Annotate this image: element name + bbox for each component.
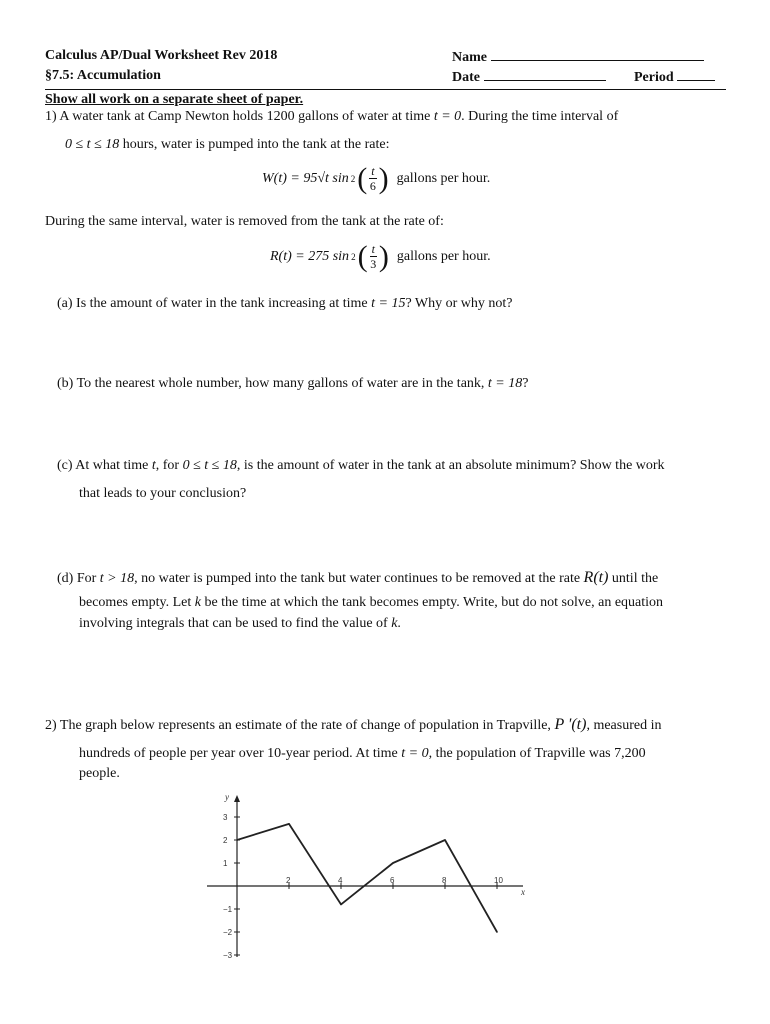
name-field[interactable] bbox=[452, 48, 704, 66]
date-blank[interactable] bbox=[484, 68, 606, 81]
y-axis-arrow bbox=[234, 795, 240, 802]
rate-of-change-graph bbox=[203, 790, 543, 960]
q1-removed-text: During the same interval, water is removed from the tank at the rate of: bbox=[45, 214, 444, 229]
q1-part-d: (d) For t > 18, no water is pumped into the tank but water continues to be removed at the rate R(t) until the bbox=[57, 569, 659, 586]
q2-line2: hundreds of people per year over 10-year period. At time t = 0, the population of Trapville was 7,200 bbox=[79, 746, 646, 761]
data-point bbox=[340, 904, 342, 906]
y-tick-label: −2 bbox=[223, 928, 233, 937]
y-tick-label: 3 bbox=[223, 813, 228, 822]
q1-interval: 0 ≤ t ≤ 18 hours, water is pumped into the tank at the rate: bbox=[65, 137, 390, 152]
q1-part-a: (a) Is the amount of water in the tank increasing at time t = 15? Why or why not? bbox=[57, 296, 513, 311]
q1-part-d-line3: involving integrals that can be used to find the value of k. bbox=[79, 616, 401, 631]
q1-part-b: (b) To the nearest whole number, how many gallons of water are in the tank, t = 18? bbox=[57, 376, 529, 391]
section-label: §7.5: Accumulation bbox=[45, 68, 161, 83]
data-point bbox=[236, 839, 238, 841]
date-field[interactable] bbox=[452, 68, 606, 86]
series-line bbox=[237, 824, 497, 932]
x-tick-label: 6 bbox=[390, 876, 395, 885]
formula-W: W(t) = 95√t sin 2 ( $\frac{t}{6}$ ) gallons per hour. bbox=[262, 161, 491, 195]
x-tick-label: 10 bbox=[494, 876, 503, 885]
x-axis-label: x bbox=[521, 887, 525, 897]
data-point bbox=[288, 823, 290, 825]
date-label: Date bbox=[452, 70, 480, 85]
q1-part-c: (c) At what time t, for 0 ≤ t ≤ 18, is the amount of water in the tank at an absolute minimum? Show the work bbox=[57, 458, 665, 473]
q1-intro: 1) A water tank at Camp Newton holds 1200 gallons of water at time t = 0. During the time interval of bbox=[45, 109, 619, 124]
x-tick-label: 4 bbox=[338, 876, 343, 885]
formula-R: R(t) = 275 sin 2 ( $\frac{t}{3}$ ) gallons per hour. bbox=[270, 239, 491, 273]
y-tick-label: −1 bbox=[223, 905, 233, 914]
data-point bbox=[444, 839, 446, 841]
header-divider bbox=[45, 89, 726, 90]
y-tick-label: 2 bbox=[223, 836, 228, 845]
data-point bbox=[392, 862, 394, 864]
period-blank[interactable] bbox=[677, 68, 715, 81]
period-field[interactable] bbox=[634, 68, 715, 86]
instruction: Show all work on a separate sheet of paper. bbox=[45, 92, 304, 107]
x-tick-label: 2 bbox=[286, 876, 291, 885]
worksheet-title: Calculus AP/Dual Worksheet Rev 2018 bbox=[45, 48, 278, 63]
period-label: Period bbox=[634, 70, 674, 85]
name-label: Name bbox=[452, 50, 487, 65]
y-tick-label: 1 bbox=[223, 859, 228, 868]
q1-part-d-line2: becomes empty. Let k be the time at which the tank becomes empty. Write, but do not solve, an equation bbox=[79, 595, 664, 610]
q1-part-c-line2: that leads to your conclusion? bbox=[79, 486, 247, 501]
data-point bbox=[496, 931, 498, 933]
q2-line3: people. bbox=[79, 766, 120, 781]
name-blank[interactable] bbox=[491, 48, 704, 61]
y-axis-label: y bbox=[225, 792, 229, 802]
y-tick-label: −3 bbox=[223, 951, 233, 960]
q2-line1: 2) The graph below represents an estimate of the rate of change of population in Trapville, P '(t), measured in bbox=[45, 716, 662, 733]
x-tick-label: 8 bbox=[442, 876, 447, 885]
